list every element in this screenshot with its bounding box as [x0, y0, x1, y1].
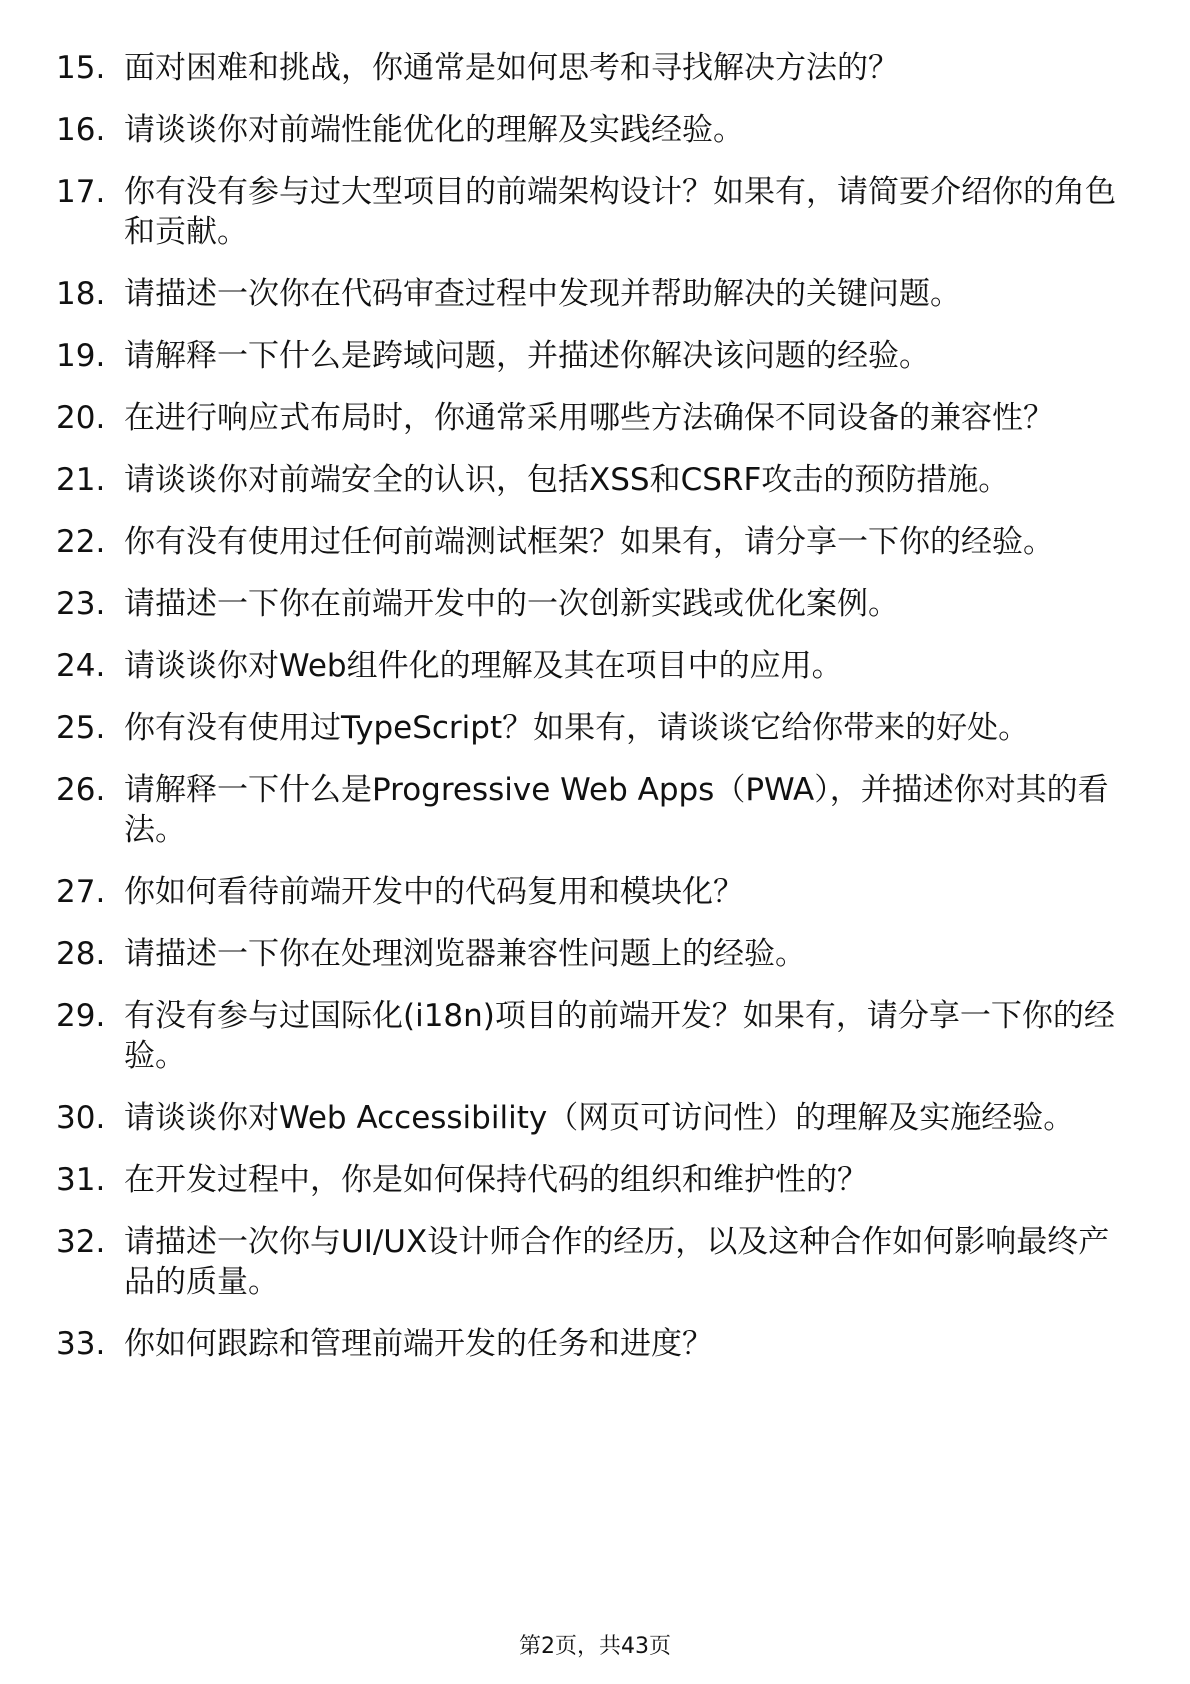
question-number: 27. — [56, 874, 106, 910]
question-text: 你有没有使用过TypeScript？如果有，请谈谈它给你带来的好处。 — [124, 710, 1030, 746]
question-text: 请谈谈你对Web Accessibility（网页可访问性）的理解及实施经验。 — [124, 1100, 1075, 1136]
question-item — [56, 1222, 1136, 1302]
question-text: 请描述一次你与UI/UX设计师合作的经历，以及这种合作如何影响最终产品的质量。 — [124, 1224, 1110, 1300]
question-number: 20. — [56, 400, 106, 436]
question-text: 请描述一次你在代码审查过程中发现并帮助解决的关键问题。 — [124, 276, 961, 312]
question-item — [56, 584, 1136, 624]
question-text: 你如何看待前端开发中的代码复用和模块化？ — [124, 874, 744, 910]
question-number: 19. — [56, 338, 106, 374]
question-number: 25. — [56, 710, 106, 746]
question-item — [56, 1160, 1136, 1200]
question-text: 请解释一下什么是Progressive Web Apps（PWA），并描述你对其的看法。 — [124, 772, 1109, 848]
question-item — [56, 646, 1136, 686]
question-item — [56, 336, 1136, 376]
question-number: 30. — [56, 1100, 106, 1136]
question-item — [56, 996, 1136, 1076]
question-text: 请谈谈你对Web组件化的理解及其在项目中的应用。 — [124, 648, 843, 684]
question-text: 在开发过程中，你是如何保持代码的组织和维护性的？ — [124, 1162, 868, 1198]
question-number: 32. — [56, 1224, 106, 1260]
question-list — [56, 48, 1136, 1386]
question-number: 16. — [56, 112, 106, 148]
question-number: 24. — [56, 648, 106, 684]
question-item — [56, 1324, 1136, 1364]
question-item — [56, 274, 1136, 314]
question-text: 请解释一下什么是跨域问题，并描述你解决该问题的经验。 — [124, 338, 930, 374]
question-text: 你有没有参与过大型项目的前端架构设计？如果有，请简要介绍你的角色和贡献。 — [124, 174, 1116, 250]
question-item — [56, 708, 1136, 748]
question-number: 33. — [56, 1326, 106, 1362]
question-number: 17. — [56, 174, 106, 210]
question-text: 你有没有使用过任何前端测试框架？如果有，请分享一下你的经验。 — [124, 524, 1054, 560]
question-item — [56, 872, 1136, 912]
question-item — [56, 398, 1136, 438]
question-text: 请谈谈你对前端性能优化的理解及实践经验。 — [124, 112, 744, 148]
question-item — [56, 172, 1136, 252]
question-item — [56, 48, 1136, 88]
question-text: 请谈谈你对前端安全的认识，包括XSS和CSRF攻击的预防措施。 — [124, 462, 1010, 498]
question-text: 请描述一下你在处理浏览器兼容性问题上的经验。 — [124, 936, 806, 972]
question-number: 15. — [56, 50, 106, 86]
question-number: 22. — [56, 524, 106, 560]
question-number: 28. — [56, 936, 106, 972]
question-text: 面对困难和挑战，你通常是如何思考和寻找解决方法的？ — [124, 50, 899, 86]
question-number: 18. — [56, 276, 106, 312]
page-number-footer: 第2页，共43页 — [519, 1634, 671, 1659]
question-number: 23. — [56, 586, 106, 622]
question-item — [56, 1098, 1136, 1138]
question-item — [56, 522, 1136, 562]
question-text: 在进行响应式布局时，你通常采用哪些方法确保不同设备的兼容性？ — [124, 400, 1054, 436]
question-number: 29. — [56, 998, 106, 1034]
question-item — [56, 934, 1136, 974]
question-text: 请描述一下你在前端开发中的一次创新实践或优化案例。 — [124, 586, 899, 622]
question-item — [56, 770, 1136, 850]
question-number: 31. — [56, 1162, 106, 1198]
question-number: 26. — [56, 772, 106, 808]
question-text: 你如何跟踪和管理前端开发的任务和进度？ — [124, 1326, 713, 1362]
question-text: 有没有参与过国际化(i18n)项目的前端开发？如果有，请分享一下你的经验。 — [124, 998, 1115, 1074]
question-item — [56, 110, 1136, 150]
question-item — [56, 460, 1136, 500]
question-number: 21. — [56, 462, 106, 498]
